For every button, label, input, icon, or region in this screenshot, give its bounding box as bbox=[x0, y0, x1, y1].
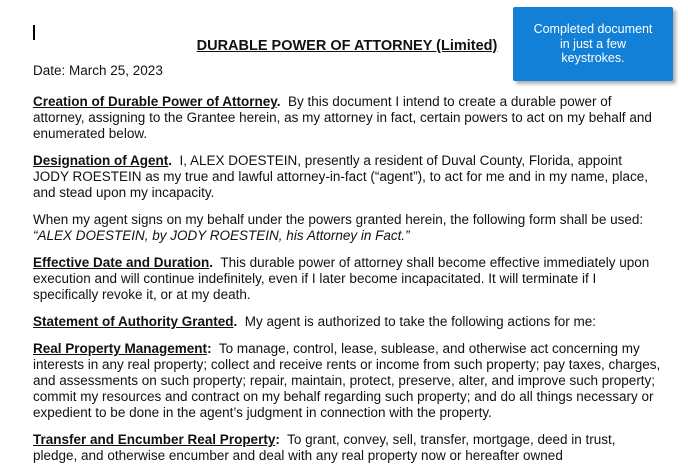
paragraph-heading: Creation of Durable Power of Attorney bbox=[33, 94, 277, 109]
date-line: Date: March 25, 2023 bbox=[33, 63, 163, 78]
document-body bbox=[33, 94, 665, 464]
paragraph-text: By this document I intend to create a durable power of attorney, assigning to the Grantee herein, as my attorney in fact, certain powers to act on my behalf and enumerated below. bbox=[33, 94, 656, 141]
paragraph bbox=[33, 255, 661, 303]
callout-completed-document bbox=[513, 7, 673, 81]
document-title: DURABLE POWER OF ATTORNEY (Limited) bbox=[196, 38, 498, 54]
paragraph bbox=[33, 432, 661, 464]
paragraph-text: . bbox=[209, 255, 214, 270]
paragraph-text: When my agent signs on my behalf under the powers granted herein, the following form shall be used: bbox=[33, 212, 651, 227]
paragraph-text: : bbox=[207, 341, 212, 356]
paragraph bbox=[33, 314, 661, 330]
paragraph bbox=[33, 94, 661, 142]
paragraph-heading: Real Property Management bbox=[33, 341, 208, 356]
paragraph-text: To grant, convey, sell, transfer, mortgage, deed in trust, pledge, and otherwise encumber and deal with any real property now or hereafter owned bbox=[33, 432, 620, 463]
paragraph-text: . bbox=[233, 314, 238, 329]
paragraph-text: . bbox=[276, 94, 281, 109]
paragraph bbox=[33, 212, 661, 244]
paragraph-heading: Effective Date and Duration bbox=[33, 255, 210, 270]
paragraph bbox=[33, 341, 665, 421]
document-content bbox=[33, 38, 665, 475]
paragraph-text: My agent is authorized to take the following actions for me: bbox=[237, 314, 596, 329]
paragraph-text: To manage, control, lease, sublease, and otherwise act concerning my interests in any real property; collect and receive rents or income from such property; pay taxes, charges, and assessments on such property; repair, maintain, protect, preserve, alter, and improve such property; commit my resources and contract on my behalf regarding such property; and do all things necessary or expedient to be done in the agent’s judgment in connection with the property. bbox=[33, 341, 665, 420]
callout-text: Completed document in just a few keystrokes. bbox=[533, 22, 653, 66]
paragraph-text: : bbox=[275, 432, 280, 447]
paragraph-text: I, ALEX DOESTEIN, presently a resident of Duval County, Florida, appoint JODY ROESTEIN as my true and lawful attorney-in-fact (“agent”), to act for me and in my name, place, and stead upon my incapacity. bbox=[33, 153, 652, 200]
paragraph bbox=[33, 153, 661, 201]
paragraph-heading: Transfer and Encumber Real Property bbox=[33, 432, 276, 447]
paragraph-text: . bbox=[168, 153, 173, 168]
paragraph-heading: Designation of Agent bbox=[33, 153, 169, 168]
paragraph-text: This durable power of attorney shall become effective immediately upon execution and will continue indefinitely, even if I later become incapacitated. It will terminate if I specifically revoke it, or at my death. bbox=[33, 255, 654, 302]
paragraph-heading: Statement of Authority Granted bbox=[33, 314, 234, 329]
paragraph-text: “ALEX DOESTEIN, by JODY ROESTEIN, his Attorney in Fact.” bbox=[33, 228, 410, 243]
